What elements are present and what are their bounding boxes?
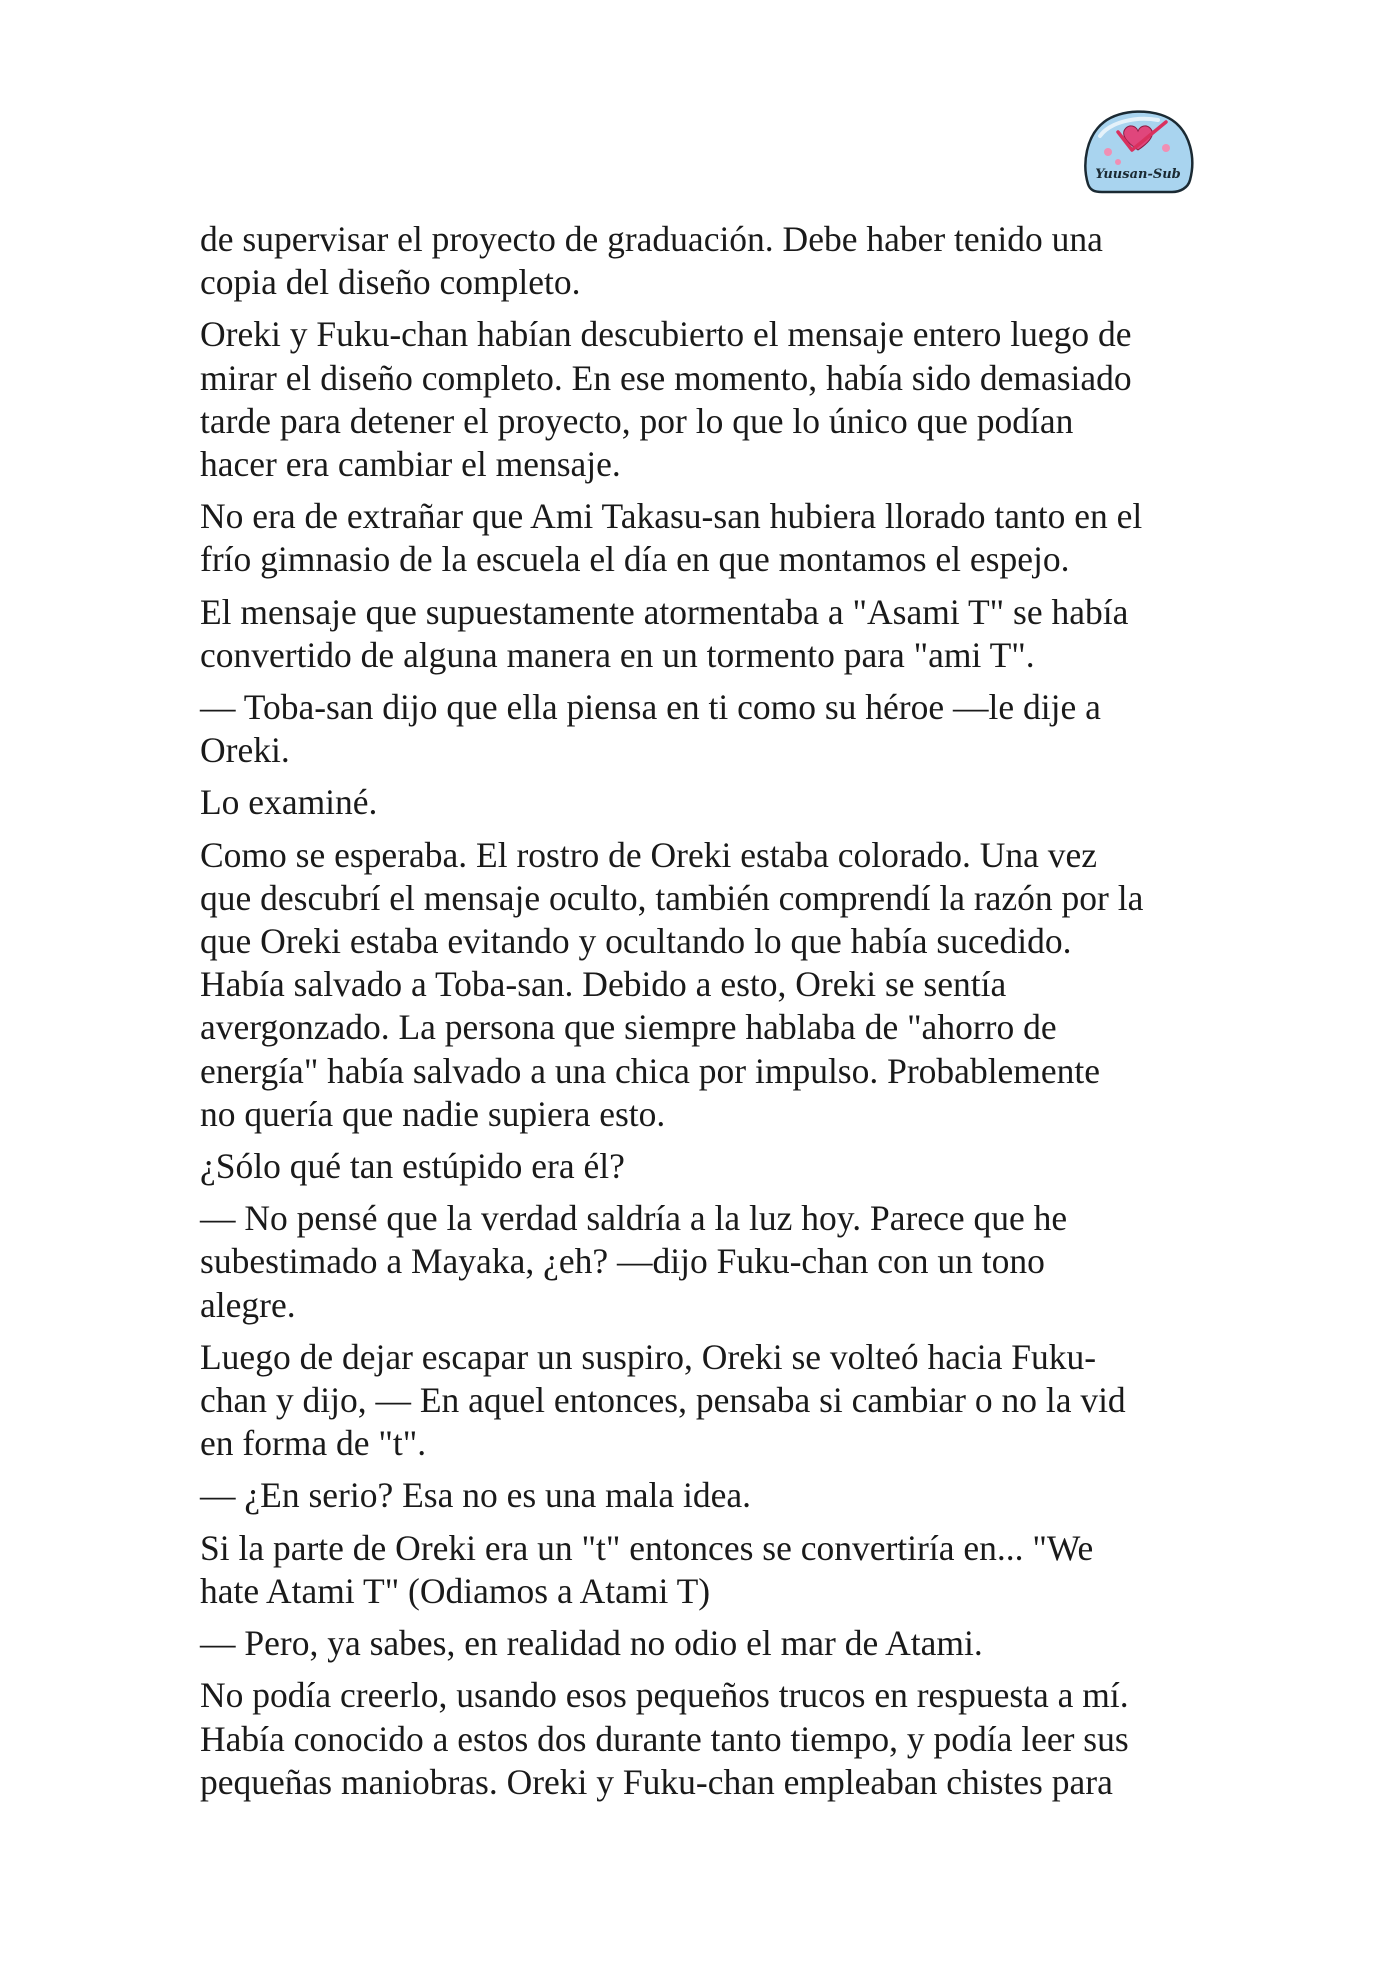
paragraph xyxy=(200,313,1220,486)
dot-icon xyxy=(1104,148,1112,156)
text-line: frío gimnasio de la escuela el día en que montamos el espejo. xyxy=(200,539,1070,580)
text-line: hate Atami T" (Odiamos a Atami T) xyxy=(200,1570,711,1611)
paragraph xyxy=(200,834,1220,1136)
text-line: tarde para detener el proyecto, por lo que lo único que podían xyxy=(200,400,1074,441)
paragraph xyxy=(200,1145,1220,1188)
text-line: hacer era cambiar el mensaje. xyxy=(200,444,621,485)
text-line: — Pero, ya sabes, en realidad no odio el mar de Atami. xyxy=(200,1623,983,1664)
text-line: convertido de alguna manera en un tormento para "ami T". xyxy=(200,634,1035,675)
text-line: Había salvado a Toba-san. Debido a esto, Oreki se sentía xyxy=(200,964,1007,1005)
text-line: — Toba-san dijo que ella piensa en ti como su héroe —le dije a xyxy=(200,687,1101,728)
text-line: chan y dijo, — En aquel entonces, pensaba si cambiar o no la vid xyxy=(200,1380,1126,1421)
text-line: Luego de dejar escapar un suspiro, Oreki se volteó hacia Fuku- xyxy=(200,1336,1097,1377)
text-line: avergonzado. La persona que siempre hablaba de "ahorro de xyxy=(200,1007,1057,1048)
text-line: de supervisar el proyecto de graduación. Debe haber tenido una xyxy=(200,219,1103,259)
yuusan-sub-logo xyxy=(1080,106,1196,198)
text-line: Oreki y Fuku-chan habían descubierto el mensaje entero luego de xyxy=(200,314,1132,355)
paragraph xyxy=(200,218,1220,304)
paragraph xyxy=(200,495,1220,581)
text-line: No podía creerlo, usando esos pequeños trucos en respuesta a mí. xyxy=(200,1675,1129,1716)
text-line: ¿Sólo qué tan estúpido era él? xyxy=(200,1146,625,1187)
text-line: subestimado a Mayaka, ¿eh? —dijo Fuku-chan con un tono xyxy=(200,1241,1045,1282)
paragraph xyxy=(200,1336,1220,1466)
paragraph xyxy=(200,1197,1220,1327)
text-line: copia del diseño completo. xyxy=(200,262,581,303)
text-line: Había conocido a estos dos durante tanto tiempo, y podía leer sus xyxy=(200,1718,1129,1759)
text-line: pequeñas maniobras. Oreki y Fuku-chan empleaban chistes para xyxy=(200,1761,1113,1802)
text-line: No era de extrañar que Ami Takasu-san hubiera llorado tanto en el xyxy=(200,496,1143,537)
text-line: mirar el diseño completo. En ese momento, había sido demasiado xyxy=(200,357,1132,398)
paragraph xyxy=(200,1474,1220,1517)
text-line: alegre. xyxy=(200,1284,296,1325)
paragraph xyxy=(200,1622,1220,1665)
text-line: — No pensé que la verdad saldría a la luz hoy. Parece que he xyxy=(200,1198,1068,1239)
paragraph xyxy=(200,781,1220,824)
text-line: Oreki. xyxy=(200,730,290,771)
text-line: — ¿En serio? Esa no es una mala idea. xyxy=(200,1475,752,1516)
text-line: que descubrí el mensaje oculto, también comprendí la razón por la xyxy=(200,877,1144,918)
text-line: Si la parte de Oreki era un "t" entonces se convertiría en... "We xyxy=(200,1527,1094,1568)
text-line: El mensaje que supuestamente atormentaba a "Asami T" se había xyxy=(200,591,1129,632)
text-line: que Oreki estaba evitando y ocultando lo que había sucedido. xyxy=(200,921,1072,962)
body-text xyxy=(200,218,1220,1813)
dot-icon xyxy=(1162,144,1170,152)
paragraph xyxy=(200,686,1220,772)
paragraph xyxy=(200,1674,1220,1804)
dot-icon xyxy=(1115,159,1121,165)
paragraph xyxy=(200,591,1220,677)
paragraph xyxy=(200,1527,1220,1613)
logo-text: Yuusan-Sub xyxy=(1095,167,1181,182)
text-line: en forma de "t". xyxy=(200,1423,427,1464)
text-line: energía" había salvado a una chica por impulso. Probablemente xyxy=(200,1050,1101,1091)
text-line: Como se esperaba. El rostro de Oreki estaba colorado. Una vez xyxy=(200,834,1098,875)
text-line: Lo examiné. xyxy=(200,782,378,823)
text-line: no quería que nadie supiera esto. xyxy=(200,1093,666,1134)
